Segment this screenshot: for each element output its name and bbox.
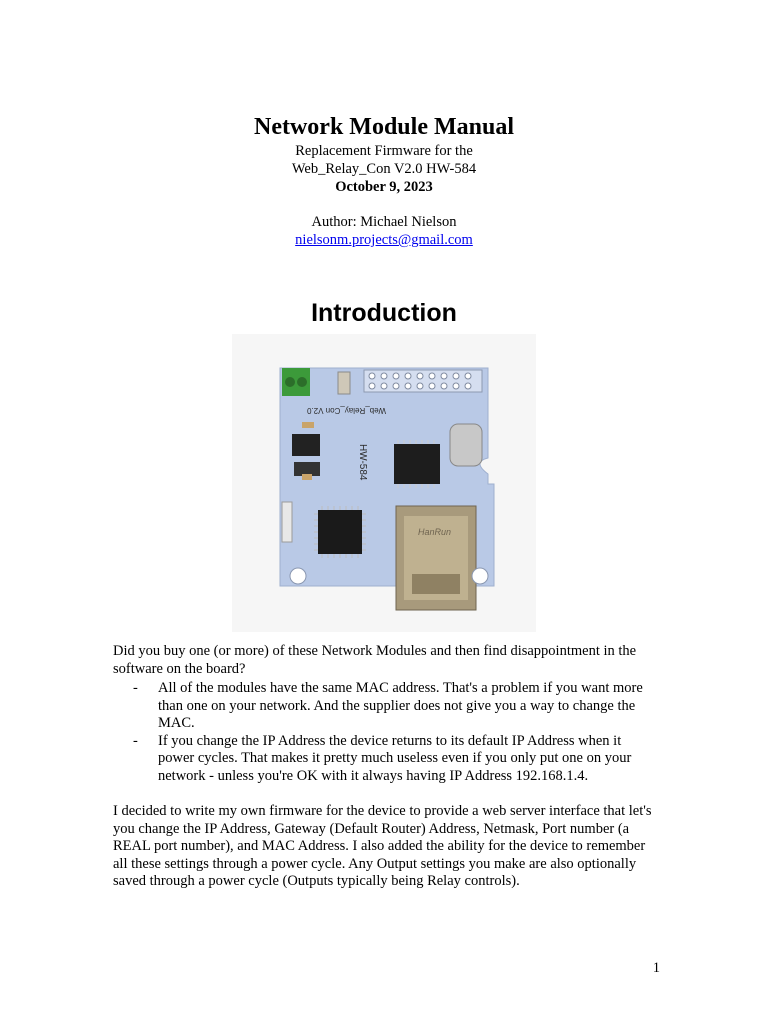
document-title: Network Module Manual xyxy=(254,114,514,140)
list-item xyxy=(113,680,658,733)
page-number: 1 xyxy=(652,960,660,976)
intro-paragraph: Did you buy one (or more) of these Network Modules and then find disappointment in the software on the board? xyxy=(113,643,637,677)
subtitle-line-2: Web_Relay_Con V2.0 HW-584 xyxy=(291,161,477,177)
email-link[interactable]: nielsonm.projects@gmail.com xyxy=(295,232,473,248)
bullet-marker: - xyxy=(133,680,138,696)
author-line: Author: Michael Nielson xyxy=(311,214,457,230)
firmware-paragraph: I decided to write my own firmware for the device to provide a web server interface that let's you change the IP Address, Gateway (Default Router) Address, Netmask, Port number (a REAL port number), and MAC Address. I also added the ability for the device to remember all these settings through a power cycle. Any Output settings you make are also optionally saved through a power cycle (Outputs typically being Relay controls). xyxy=(113,803,652,889)
subtitle-line-1: Replacement Firmware for the xyxy=(295,143,473,159)
bullet-marker: - xyxy=(133,732,138,749)
section-heading: Introduction xyxy=(311,299,457,327)
jack-label: HanRun xyxy=(418,527,452,537)
board-sublabel: Web_Relay_Con V2.0 xyxy=(306,406,386,415)
list-item xyxy=(113,733,658,786)
document-date: October 9, 2023 xyxy=(335,179,433,195)
bullet-text: If you change the IP Address the device returns to its default IP Address when it power cycles. That makes it pretty much useless even if you only put one on your network - unless you're OK with it always having IP Address 192.168.1.4. xyxy=(158,732,632,784)
board-label: HW-584 xyxy=(357,444,368,481)
network-module-photo xyxy=(232,334,536,632)
author-email xyxy=(0,231,768,249)
issue-list xyxy=(113,680,658,785)
bullet-text: All of the modules have the same MAC address. That's a problem if you want more than one on your network. And the supplier does not give you a way to change the MAC. xyxy=(158,680,643,731)
